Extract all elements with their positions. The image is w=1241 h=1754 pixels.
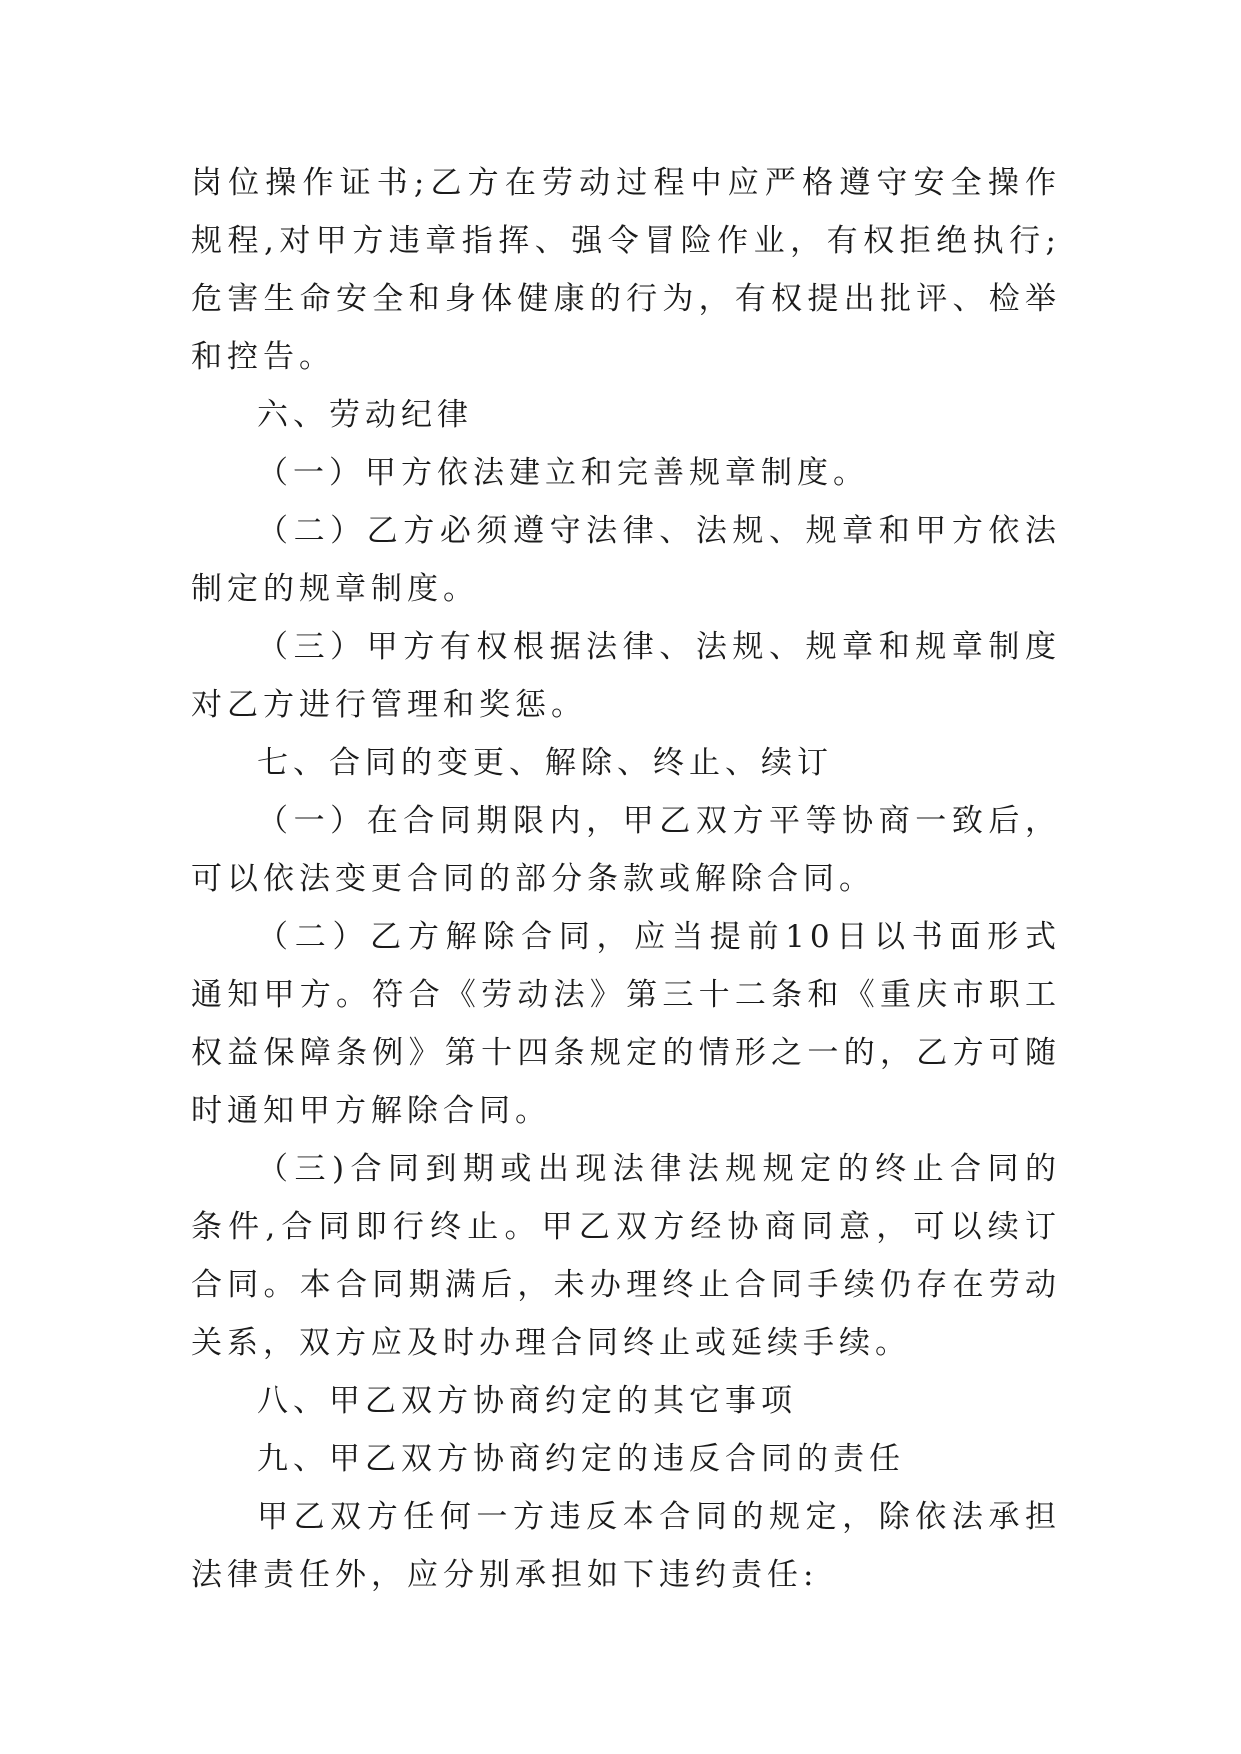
clause-6-2: （二）乙方必须遵守法律、法规、规章和甲方依法制定的规章制度。: [191, 513, 1061, 607]
paragraph-breach-liability: 甲乙双方任何一方违反本合同的规定，除依法承担法律责任外，应分别承担如下违约责任:: [191, 1499, 1061, 1593]
paragraph-safety-rights: 岗位操作证书;乙方在劳动过程中应严格遵守安全操作规程,对甲方违章指挥、强令冒险作业，有权拒绝执行;危害生命安全和身体健康的行为，有权提出批评、检举和控告。: [191, 165, 1061, 375]
heading-other-matters: 八、甲乙双方协商约定的其它事项: [257, 1383, 797, 1419]
document-body: [191, 154, 1061, 1604]
heading-breach-liability: 九、甲乙双方协商约定的违反合同的责任: [257, 1441, 905, 1477]
clause-6-3: （三）甲方有权根据法律、法规、规章和规章制度对乙方进行管理和奖惩。: [191, 629, 1061, 723]
clause-7-3: （三)合同到期或出现法律法规规定的终止合同的条件,合同即行终止。甲乙双方经协商同意，可以续订合同。本合同期满后，未办理终止合同手续仍存在劳动关系，双方应及时办理合同终止或延续手续。: [191, 1151, 1061, 1361]
heading-contract-change: 七、合同的变更、解除、终止、续订: [257, 745, 833, 781]
clause-6-1: （一）甲方依法建立和完善规章制度。: [257, 455, 869, 491]
clause-7-2: （二）乙方解除合同，应当提前10日以书面形式通知甲方。符合《劳动法》第三十二条和《重庆市职工权益保障条例》第十四条规定的情形之一的，乙方可随时通知甲方解除合同。: [191, 919, 1061, 1129]
heading-labor-discipline: 六、劳动纪律: [257, 397, 473, 433]
clause-7-1: （一）在合同期限内，甲乙双方平等协商一致后，可以依法变更合同的部分条款或解除合同。: [191, 803, 1061, 897]
